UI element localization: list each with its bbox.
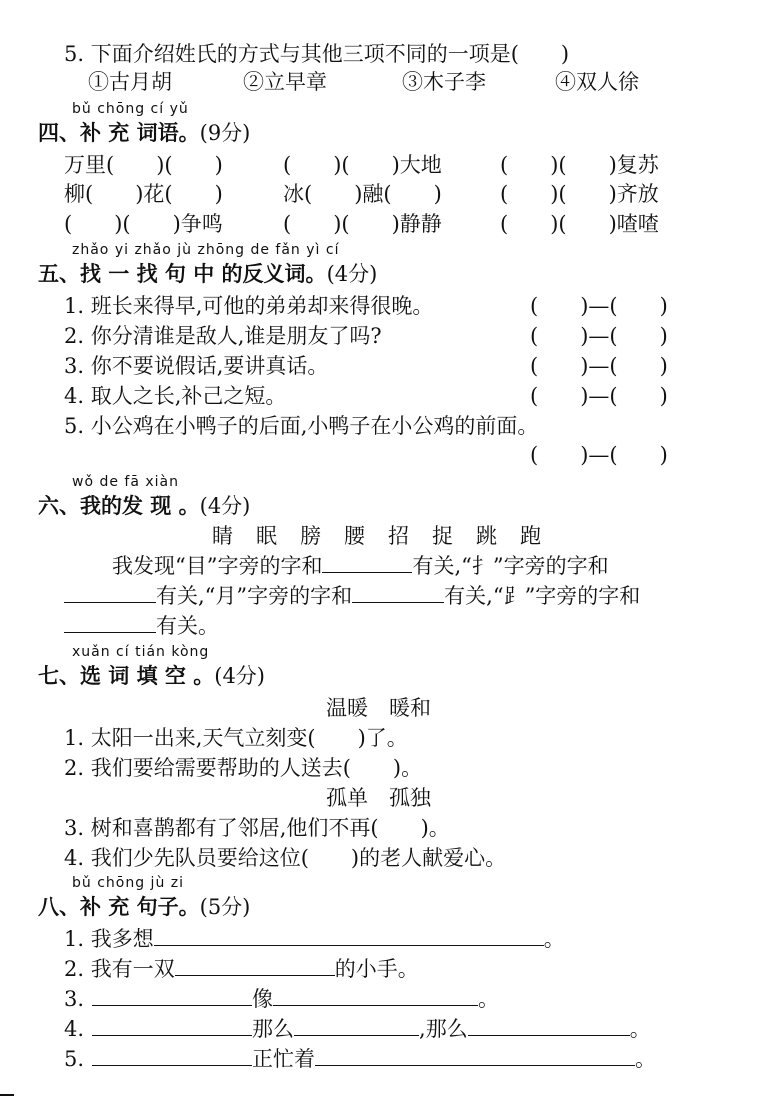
section-6-heading [38, 492, 250, 520]
question-5-text: 5. 下面介绍姓氏的方式与其他三项不同的一项是( ) [64, 42, 570, 66]
section-5-title: 五、找 一 找 句 中 的反义词。 [38, 261, 327, 286]
fill-r1-c1: 万里( )( ) [64, 153, 223, 177]
answer-blank[interactable] [154, 925, 544, 946]
section-6-pinyin: wǒ de fā xiàn [72, 474, 180, 490]
sentence-5-end: 。 [635, 1047, 657, 1071]
sentence-2 [64, 955, 419, 983]
section-8-title: 八、补 充 句子。 [38, 894, 200, 919]
option-3: ③木子李 [402, 70, 486, 94]
section-7-points: (4分) [214, 664, 265, 688]
section-7-title: 七、选 词 填 空 。 [38, 663, 215, 688]
sentence-4-word-1: 那么 [252, 1017, 295, 1041]
answer-blank[interactable] [273, 985, 478, 1006]
answer-blank[interactable] [352, 582, 444, 603]
character-list: 睛眠膀腰招捉跳跑 [212, 524, 564, 548]
section-8-pinyin: bǔ chōng jù zi [72, 875, 185, 891]
antonym-answer-2: ( )—( ) [530, 324, 668, 348]
choose-item-2: 2. 我们要给需要帮助的人送去( )。 [64, 756, 423, 780]
section-5-pinyin: zhǎo yi zhǎo jù zhōng de fǎn yì cí [72, 242, 340, 258]
discovery-text-1b: 有关,“扌”字旁的字和 [412, 554, 609, 578]
section-6-points: (4分) [199, 494, 251, 518]
choose-item-4: 4. 我们少先队员要给这位( )的老人献爱心。 [64, 846, 507, 870]
section-4-heading [38, 119, 250, 147]
discovery-line-1 [112, 552, 609, 580]
sentence-5 [64, 1045, 656, 1073]
sentence-3 [64, 985, 499, 1013]
answer-blank[interactable] [468, 1015, 630, 1036]
fill-r3-c3: ( )( )喳喳 [500, 212, 659, 236]
section-7-pinyin: xuǎn cí tián kòng [72, 644, 210, 660]
section-5-points: (4分) [326, 262, 378, 286]
section-4-pinyin: bǔ chōng cí yǔ [72, 101, 189, 117]
fill-r1-c2: ( )( )大地 [283, 153, 442, 177]
section-7-heading [38, 662, 265, 690]
sentence-3-end: 。 [478, 987, 500, 1011]
section-4-title: 四、补 充 词语。 [38, 120, 200, 145]
sentence-4-end: 。 [629, 1017, 651, 1041]
discovery-text-1a: 我发现“目”字旁的字和 [112, 554, 323, 578]
sentence-3-word: 像 [252, 987, 274, 1011]
section-6-title: 六、我的发 现 。 [38, 493, 200, 518]
section-8-points: (5分) [199, 895, 251, 919]
answer-blank[interactable] [315, 1045, 635, 1066]
discovery-text-3: 有关。 [156, 614, 219, 638]
antonym-item-5: 5. 小公鸡在小鸭子的后面,小鸭子在小公鸡的前面。 [64, 414, 539, 438]
sentence-4-word-2: ,那么 [419, 1017, 468, 1041]
sentence-1 [64, 925, 565, 953]
answer-blank[interactable] [175, 955, 335, 976]
antonym-answer-1: ( )—( ) [530, 294, 668, 318]
antonym-item-2: 2. 你分清谁是敌人,谁是朋友了吗? [64, 324, 382, 348]
option-4: ④双人徐 [555, 70, 639, 94]
answer-blank[interactable] [92, 1045, 252, 1066]
antonym-item-4: 4. 取人之长,补己之短。 [64, 384, 287, 408]
fill-r3-c1: ( )( )争鸣 [64, 212, 223, 236]
section-8-heading [38, 893, 250, 921]
answer-blank[interactable] [64, 582, 156, 603]
option-2: ②立早章 [243, 70, 327, 94]
antonym-item-1: 1. 班长来得早,可他的弟弟却来得很晚。 [64, 294, 434, 318]
fill-r2-c2: 冰( )融( ) [283, 182, 442, 206]
antonym-item-3: 3. 你不要说假话,要讲真话。 [64, 354, 329, 378]
discovery-line-2 [64, 582, 640, 610]
word-pair-2: 孤单 孤独 [326, 786, 431, 810]
discovery-text-2a: 有关,“月”字旁的字和 [156, 584, 353, 608]
section-4-points: (9分) [199, 121, 251, 145]
fill-r3-c2: ( )( )静静 [283, 212, 442, 236]
answer-blank[interactable] [92, 985, 252, 1006]
fill-r2-c3: ( )( )齐放 [500, 182, 659, 206]
sentence-3-number: 3. [64, 987, 85, 1011]
answer-blank[interactable] [322, 552, 412, 573]
discovery-line-3 [64, 612, 219, 640]
sentence-2-text: 2. 我有一双 [64, 957, 175, 981]
fill-r1-c3: ( )( )复苏 [500, 153, 659, 177]
page-corner-mark [0, 1094, 14, 1096]
answer-blank[interactable] [64, 612, 156, 633]
sentence-5-word: 正忙着 [252, 1047, 316, 1071]
sentence-1-end: 。 [543, 927, 565, 951]
sentence-1-text: 1. 我多想 [64, 927, 154, 951]
sentence-4-number: 4. [64, 1017, 85, 1041]
sentence-5-number: 5. [64, 1047, 85, 1071]
word-pair-1: 温暖 暖和 [326, 696, 431, 720]
fill-r2-c1: 柳( )花( ) [64, 182, 223, 206]
antonym-answer-3: ( )—( ) [530, 354, 668, 378]
sentence-4 [64, 1015, 651, 1043]
section-5-heading [38, 260, 377, 288]
antonym-answer-4: ( )—( ) [530, 384, 668, 408]
antonym-answer-5: ( )—( ) [530, 443, 668, 467]
discovery-text-2b: 有关,“⻊”字旁的字和 [444, 584, 641, 608]
sentence-2-end: 的小手。 [334, 957, 419, 981]
choose-item-1: 1. 太阳一出来,天气立刻变( )了。 [64, 726, 408, 750]
answer-blank[interactable] [92, 1015, 252, 1036]
option-1: ①古月胡 [88, 70, 172, 94]
choose-item-3: 3. 树和喜鹊都有了邻居,他们不再( )。 [64, 816, 450, 840]
answer-blank[interactable] [294, 1015, 419, 1036]
